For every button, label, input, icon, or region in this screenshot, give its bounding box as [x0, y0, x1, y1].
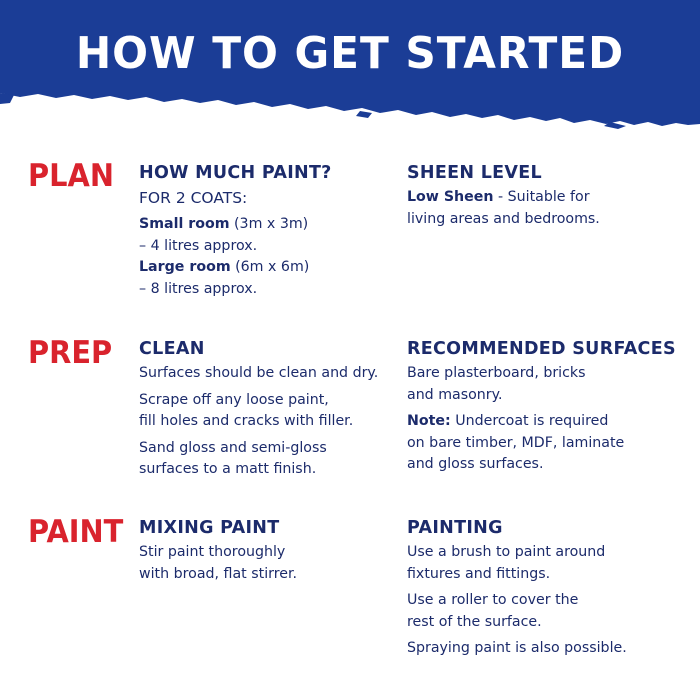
- clean-line: Scrape off any loose paint,: [139, 391, 329, 408]
- note-line: on bare timber, MDF, laminate: [407, 434, 625, 451]
- surfaces-text: [407, 363, 687, 406]
- clean-line: fill holes and cracks with filler.: [139, 413, 354, 429]
- clean-text-1: [139, 363, 409, 385]
- note-line: and gloss surfaces.: [407, 456, 544, 472]
- section-heading: PAINTING: [407, 518, 503, 538]
- surfaces-line: Bare plasterboard, bricks: [407, 365, 586, 381]
- mixing-line: Stir paint thoroughly: [139, 544, 286, 560]
- painting-line: Spraying paint is also possible.: [407, 640, 627, 656]
- note-label: Note:: [407, 413, 451, 429]
- painting-line: Use a roller to cover the: [407, 592, 579, 608]
- mixing-line: with broad, flat stirrer.: [139, 565, 298, 582]
- painting-line: rest of the surface.: [407, 613, 542, 630]
- step-label-plan: PLAN: [28, 158, 114, 194]
- small-room-label: Small room: [139, 216, 230, 232]
- section-heading: RECOMMENDED SURFACES: [407, 339, 676, 359]
- mixing-paint-section: [139, 517, 409, 590]
- painting-text-1: [407, 542, 687, 585]
- small-room-text: [139, 214, 409, 257]
- surfaces-note: [407, 411, 687, 476]
- clean-text-3: [139, 438, 409, 481]
- sheen-text: [407, 187, 687, 230]
- clean-line: Surfaces should be clean and dry.: [139, 365, 379, 381]
- small-room-amount: – 4 litres approx.: [139, 237, 258, 254]
- painting-line: Use a brush to paint around: [407, 544, 606, 560]
- paint-quantity-section: [139, 162, 409, 305]
- sheen-level-section: [407, 162, 687, 235]
- surfaces-line: and masonry.: [407, 386, 503, 403]
- large-room-amount: – 8 litres approx.: [139, 280, 258, 297]
- large-room-size: (6m x 6m): [230, 259, 310, 275]
- note-text: Undercoat is required: [450, 413, 609, 429]
- sheen-desc-line2: living areas and bedrooms.: [407, 210, 600, 227]
- clean-section: [139, 338, 409, 486]
- painting-section: [407, 517, 687, 665]
- step-label-prep: PREP: [28, 335, 113, 371]
- clean-text-2: [139, 390, 409, 433]
- painting-text-3: [407, 638, 687, 660]
- step-label-paint: PAINT: [28, 514, 124, 550]
- section-subheading: FOR 2 COATS:: [139, 189, 248, 207]
- section-heading: SHEEN LEVEL: [407, 163, 542, 183]
- large-room-label: Large room: [139, 259, 231, 275]
- large-room-text: [139, 257, 409, 300]
- recommended-surfaces-section: [407, 338, 687, 481]
- page-title: HOW TO GET STARTED: [75, 28, 625, 79]
- section-heading: HOW MUCH PAINT?: [139, 163, 332, 183]
- sheen-name: Low Sheen: [407, 189, 494, 205]
- small-room-size: (3m x 3m): [229, 216, 309, 232]
- clean-line: surfaces to a matt finish.: [139, 461, 317, 477]
- section-heading: CLEAN: [139, 339, 205, 359]
- section-heading: MIXING PAINT: [139, 518, 280, 538]
- clean-line: Sand gloss and semi-gloss: [139, 439, 327, 456]
- mixing-text: [139, 542, 409, 585]
- painting-text-2: [407, 590, 687, 633]
- painting-line: fixtures and fittings.: [407, 565, 551, 582]
- header-banner: [0, 0, 700, 140]
- sheen-desc: - Suitable for: [493, 189, 590, 205]
